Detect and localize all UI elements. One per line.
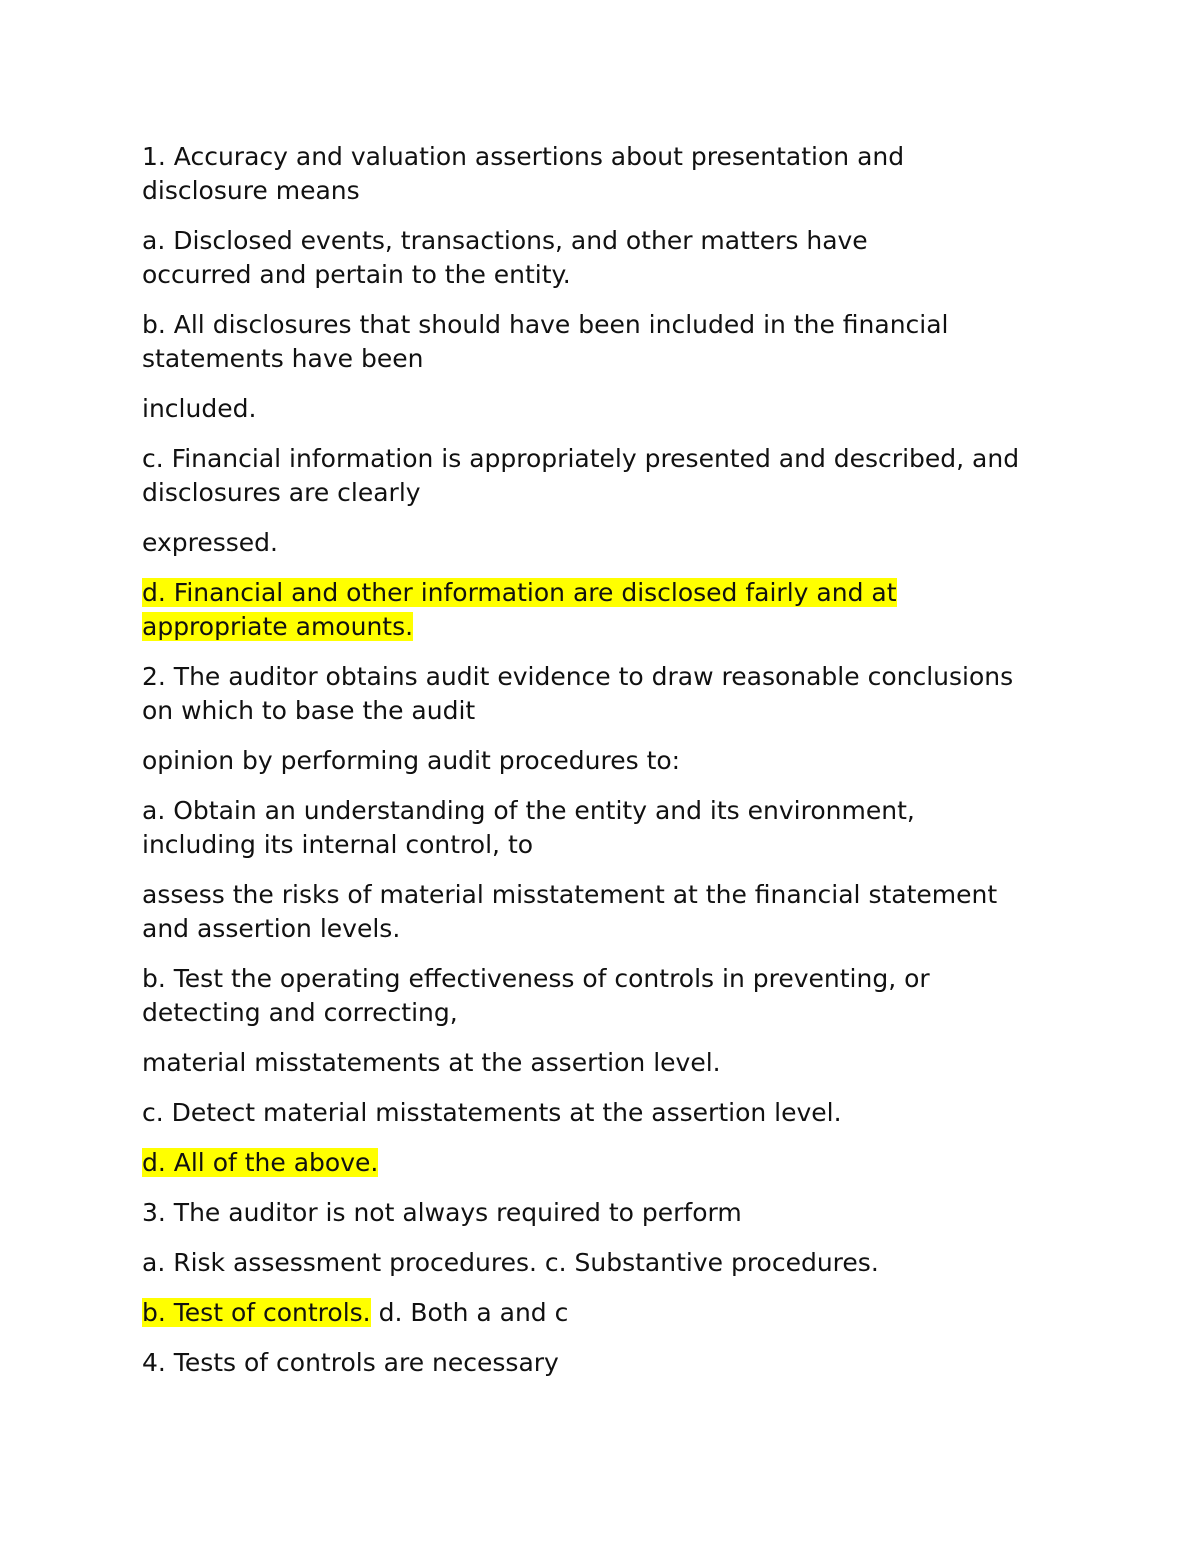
question-2-option-a-continued: assess the risks of material misstatement at the financial statement and assertion levels. [142, 880, 998, 943]
question-1-answer-d-highlighted [142, 576, 992, 644]
answer-highlight: d. Financial and other information are disclosed fairly and at appropriate amounts. [142, 578, 897, 641]
question-3-options-a-c: a. Risk assessment procedures. c. Substantive procedures. [142, 1248, 879, 1277]
question-1-stem: 1. Accuracy and valuation assertions about presentation and disclosure means [142, 142, 905, 205]
question-3-option-d: d. Both a and c [370, 1298, 569, 1327]
question-2-stem-continued: opinion by performing audit procedures to: [142, 746, 681, 775]
answer-highlight: b. Test of controls. [142, 1298, 371, 1327]
question-2-option-b-continued: material misstatements at the assertion level. [142, 1048, 721, 1077]
question-1-option-c-continued: expressed. [142, 528, 278, 557]
question-2-option-b: b. Test the operating effectiveness of controls in preventing, or detecting and correcting, [142, 964, 930, 1027]
question-1-option-b-continued: included. [142, 394, 257, 423]
question-2-option-c: c. Detect material misstatements at the assertion level. [142, 1098, 842, 1127]
question-2-option-a: a. Obtain an understanding of the entity and its environment, including its internal control, to [142, 796, 915, 859]
question-1-option-a: a. Disclosed events, transactions, and other matters have occurred and pertain to the entity. [142, 226, 868, 289]
question-1-option-b: b. All disclosures that should have been included in the financial statements have been [142, 310, 949, 373]
question-3-options-b-d [142, 1296, 1072, 1330]
question-4-stem: 4. Tests of controls are necessary [142, 1348, 559, 1377]
document-page [142, 140, 1072, 1396]
question-2-stem: 2. The auditor obtains audit evidence to draw reasonable conclusions on which to base the audit [142, 662, 1014, 725]
question-3-stem: 3. The auditor is not always required to perform [142, 1198, 742, 1227]
question-1-option-c: c. Financial information is appropriately presented and described, and disclosures are clearly [142, 444, 1020, 507]
answer-highlight: d. All of the above. [142, 1148, 379, 1177]
question-2-answer-d-highlighted [142, 1146, 1072, 1180]
